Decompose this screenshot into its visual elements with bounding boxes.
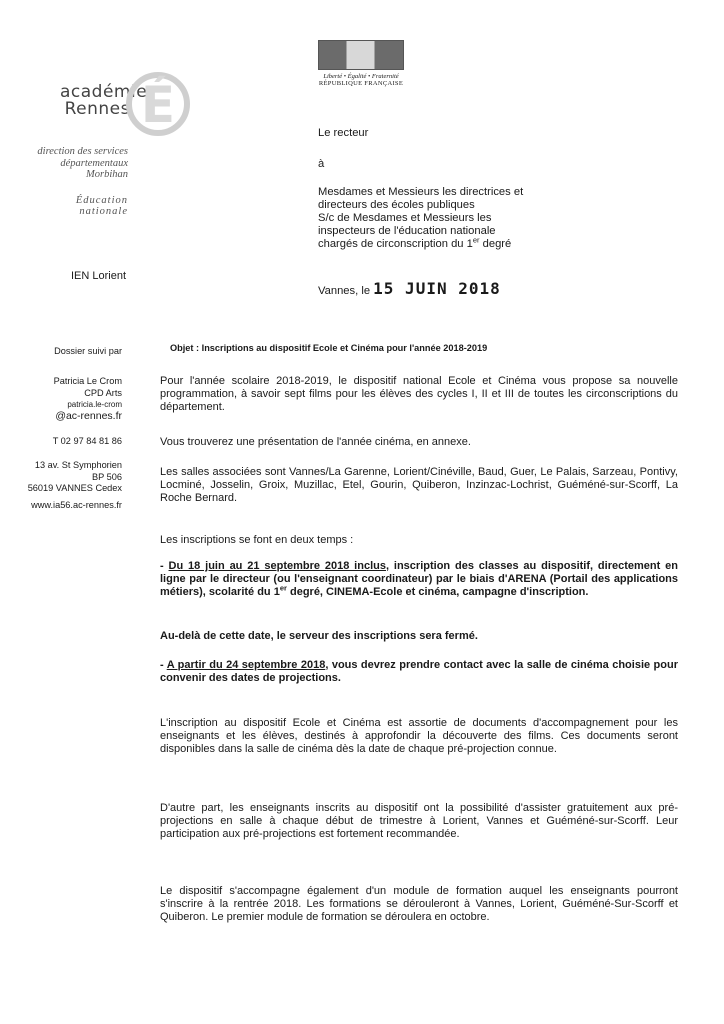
contact-block bbox=[20, 376, 122, 422]
contact-name: Patricia Le Crom bbox=[53, 376, 122, 386]
academy-direction: direction des services départementaux Morbihan bbox=[37, 146, 128, 180]
addressee: Mesdames et Messieurs les directrices et directeurs des écoles publiques S/c de Mesdames et Messieurs les inspecteurs de l'éducation nationale chargés de circonscription du 1er degré bbox=[318, 186, 524, 250]
contact-address: 13 av. St Symphorien BP 506 56019 VANNES Cedex bbox=[27, 460, 122, 493]
paragraph-5: L'inscription au dispositif Ecole et Cinéma est assortie de documents d'accompagnement pour les enseignants et les élèves, destinés à approfondir la découverte des films. Ces documents seront disponibles dans la salle de cinéma dès la date de chaque pré-projection connue. bbox=[160, 717, 678, 755]
republique-francaise-logo bbox=[318, 40, 404, 87]
logo-republic: RÉPUBLIQUE FRANÇAISE bbox=[318, 80, 404, 87]
paragraph-2: Vous trouverez une présentation de l'année cinéma, en annexe. bbox=[160, 436, 471, 448]
letter-subject: Objet : Inscriptions au dispositif Ecole et Cinéma pour l'année 2018-2019 bbox=[170, 343, 488, 353]
academy-education: Éducation nationale bbox=[75, 195, 128, 217]
contact-phone: T 02 97 84 81 86 bbox=[52, 436, 122, 446]
contact-email-user: patricia.le-crom bbox=[67, 400, 122, 409]
paragraph-3: Les salles associées sont Vannes/La Garenne, Lorient/Cinéville, Baud, Guer, Le Palais, Sarzeau, Pontivy, Locminé, Josselin, Groix, Muzillac, Etel, Gourin, Quiberon, Inzinzac-Lochrist, Guéméné-sur-Scorff, La Roche Bernard. bbox=[160, 466, 678, 504]
academy-e-logo-icon bbox=[126, 54, 190, 138]
paragraph-4: Les inscriptions se font en deux temps : bbox=[160, 534, 354, 546]
contact-email-domain: @ac-rennes.fr bbox=[55, 409, 122, 422]
contact-label: Dossier suivi par bbox=[54, 346, 122, 356]
to-word: à bbox=[318, 158, 325, 170]
sender: Le recteur bbox=[318, 127, 369, 139]
date-line: Vannes, le 15 JUIN 2018 bbox=[318, 279, 501, 298]
paragraph-7: Le dispositif s'accompagne également d'un module de formation auquel les enseignants pourront s'inscrire à la rentrée 2018. Les formations se dérouleront à Vannes, Lorient, Guéméné-Sur-Scorff et Quiberon. Le premier module de formation se déroulera en octobre. bbox=[160, 885, 678, 923]
marianne-flag-icon bbox=[318, 40, 404, 70]
svg-text:É: É bbox=[140, 76, 176, 134]
date-stamp: 15 JUIN 2018 bbox=[373, 279, 501, 298]
contact-web: www.ia56.ac-rennes.fr bbox=[31, 500, 122, 510]
ien-label: IEN Lorient bbox=[70, 270, 126, 282]
paragraph-1: Pour l'année scolaire 2018-2019, le dispositif national Ecole et Cinéma vous propose sa nouvelle programmation, à savoir sept films pour les élèves des cycles I, II et III de toutes les circonscriptions du département. bbox=[160, 375, 678, 413]
step-1: - Du 18 juin au 21 septembre 2018 inclus, inscription des classes au dispositif, directement en ligne par le directeur (ou l'enseignant coordinateur) par le biais d'ARENA (Portail des applications métiers), scolarité du 1er degré, CINEMA-Ecole et cinéma, campagne d'inscription. bbox=[160, 560, 678, 598]
paragraph-6: D'autre part, les enseignants inscrits au dispositif ont la possibilité d'assister gratuitement aux pré-projections en salle à chaque début de trimestre à Lorient, Vannes et Guéméné-sur-Scorff. Leur participation aux pré-projections est fortement recommandée. bbox=[160, 802, 678, 840]
registration-closed: Au-delà de cette date, le serveur des inscriptions sera fermé. bbox=[160, 630, 478, 642]
step-2: - A partir du 24 septembre 2018, vous devrez prendre contact avec la salle de cinéma choisie pour convenir des dates de projections. bbox=[160, 659, 678, 684]
academy-name: académie Rennes bbox=[60, 82, 148, 119]
contact-role: CPD Arts bbox=[84, 387, 122, 398]
logo-motto: Liberté • Égalité • Fraternité bbox=[323, 73, 399, 80]
